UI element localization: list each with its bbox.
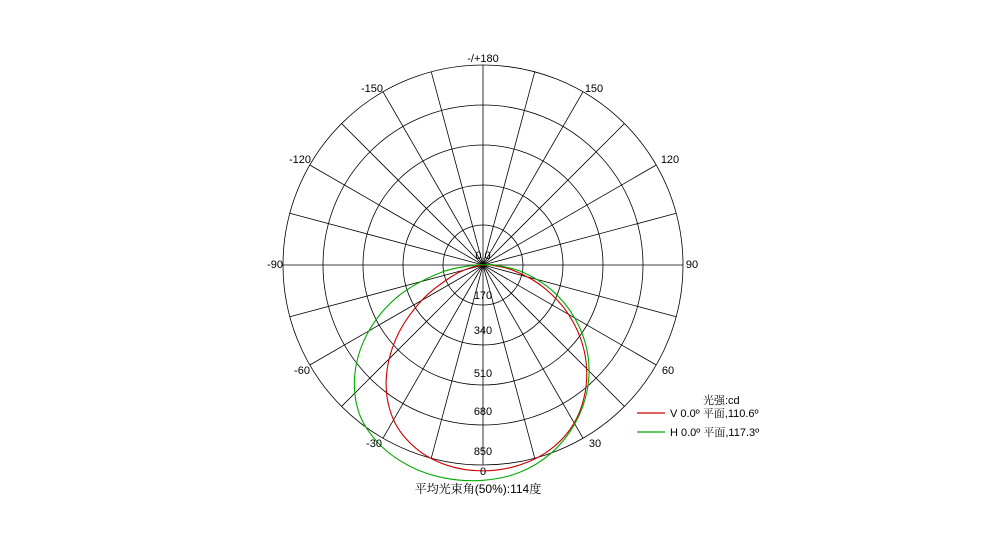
grid-spoke [342,124,483,265]
angle-label-60: 60 [661,365,675,377]
caption-label: 平均光束角(50%):114度 [414,482,542,496]
grid-spoke [483,72,535,265]
polar-curves [354,264,589,480]
radial-label-170: 170 [473,290,493,302]
angle-label-neg120: -120 [288,154,312,166]
grid-spoke [290,265,483,317]
angle-label-neg90: -90 [267,259,283,271]
angle-label-neg30: -30 [366,438,382,450]
grid-spoke [483,213,676,265]
grid-spoke [383,92,483,265]
grid-spoke [483,265,624,406]
chart-legend [637,393,759,439]
grid-spoke [483,124,624,265]
angle-label-150: 150 [584,83,604,95]
radial-label-0: 0.0 [475,250,491,262]
legend-entry-h: H 0.0º 平面,117.3º [670,427,760,439]
grid-spoke [483,92,583,265]
angle-label-30: 30 [588,438,602,450]
angle-label-120: 120 [660,154,680,166]
angle-label-0: 0 [479,466,487,478]
angle-label-180: -/+180 [467,53,499,65]
angle-label-90: 90 [685,259,699,271]
radial-label-850: 850 [473,446,493,458]
radial-label-680: 680 [473,406,493,418]
legend-entry-v: V 0.0º 平面,110.6º [670,408,759,420]
grid-spoke [310,265,483,365]
grid-spoke [290,213,483,265]
grid-spoke [310,165,483,265]
grid-spoke [483,265,676,317]
grid-spoke [483,265,583,438]
radial-label-510: 510 [473,368,493,380]
radial-label-340: 340 [473,325,493,337]
legend-title: 光强:cd [703,395,740,407]
angle-label-neg60: -60 [294,365,310,377]
grid-spoke [483,165,656,265]
angle-label-neg150: -150 [360,83,384,95]
grid-spoke [383,265,483,438]
chart-caption [415,481,541,496]
grid-spoke [431,72,483,265]
